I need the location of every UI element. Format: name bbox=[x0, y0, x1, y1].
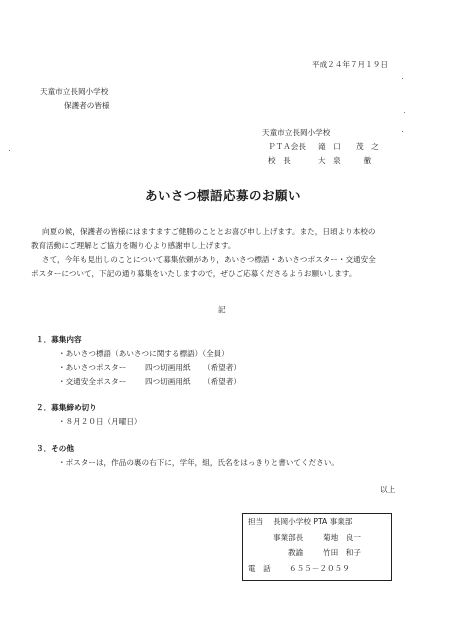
section1-item2-size: 四つ切画用紙 bbox=[145, 363, 191, 372]
recipient-audience: 保護者の皆様 bbox=[64, 101, 110, 110]
section3-item1: ・ポスターは，作品の裏の右下に，学年，組，氏名をはっきりと書いてください。 bbox=[58, 458, 339, 467]
contact-row1-value: 長岡小学校 PTA 事業部 bbox=[273, 517, 353, 526]
sender-row1-name: 滝 口 茂 之 bbox=[318, 142, 379, 151]
section1-item2-name: ・あいさつポスター bbox=[58, 363, 127, 372]
sender-school: 天童市立長岡小学校 bbox=[262, 128, 331, 137]
scan-speck bbox=[9, 150, 10, 151]
date: 平成２４年７月１９日 bbox=[312, 60, 388, 69]
section1-item3-note: （希望者） bbox=[203, 377, 241, 386]
section2-heading: ２．募集締め切り bbox=[36, 403, 97, 412]
section1-heading: １．募集内容 bbox=[36, 335, 82, 344]
contact-row4-label: 電 話 bbox=[248, 564, 271, 573]
body-line-1: 向夏の候，保護者の皆様にはますますご健勝のこととお喜び申し上げます。また，日頃より本校の bbox=[42, 227, 376, 236]
sender-row2-role: 校 長 bbox=[268, 156, 291, 165]
contact-box bbox=[242, 513, 392, 581]
section1-item2-note: （希望者） bbox=[203, 363, 241, 372]
section3-heading: ３．その他 bbox=[36, 444, 74, 453]
body-line-4: ポスターについて，下記の通り募集をいたしますので，ぜひご応募くださるようお願いします。 bbox=[31, 269, 357, 278]
document-title: あいさつ標語応募のお願い bbox=[145, 188, 302, 203]
contact-row4-value: ６５５－２０５９ bbox=[289, 564, 350, 573]
body-line-2: 教育活動にご理解とご協力を賜り心より感謝申し上げます。 bbox=[31, 241, 236, 250]
sender-row1-role: ＰＴＡ会長 bbox=[268, 142, 306, 151]
sender-row2-name: 大 泉 徹 bbox=[318, 156, 372, 165]
scan-speck bbox=[404, 112, 405, 113]
section1-item3-size: 四つ切画用紙 bbox=[145, 377, 191, 386]
contact-row3-role: 教諭 bbox=[288, 548, 304, 557]
closing-ijou: 以上 bbox=[380, 485, 396, 494]
section2-item1: ・８月２０日（月曜日） bbox=[58, 417, 142, 426]
recipient-school: 天童市立長岡小学校 bbox=[40, 87, 109, 96]
scan-speck bbox=[402, 78, 403, 79]
contact-row3-name: 竹田 和子 bbox=[323, 548, 361, 557]
ki-marker: 記 bbox=[218, 305, 226, 314]
body-line-3: さて，今年も見出しのことについて募集依頼があり，あいさつ標語・あいさつポスター・交通安全 bbox=[42, 255, 376, 264]
contact-row1-label: 担当 bbox=[248, 517, 264, 526]
section1-item3-name: ・交通安全ポスター bbox=[58, 377, 127, 386]
contact-row2-role: 事業部長 bbox=[273, 533, 304, 542]
scan-speck bbox=[402, 131, 403, 132]
contact-row2-name: 菊地 良一 bbox=[323, 533, 361, 542]
section1-item1: ・あいさつ標語（あいさつに関する標語）（全員） bbox=[58, 349, 229, 358]
